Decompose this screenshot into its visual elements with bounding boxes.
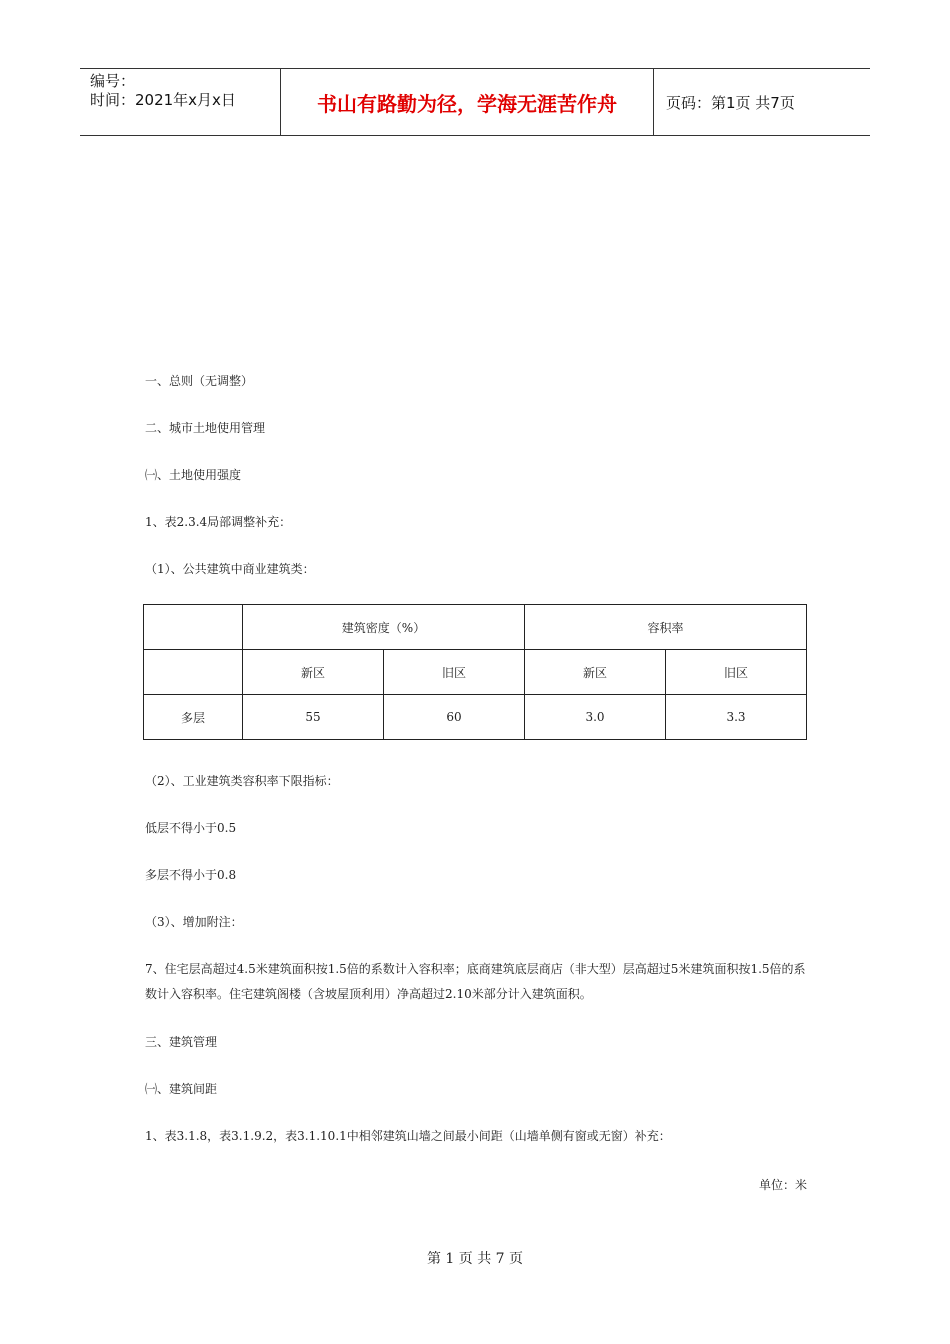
table-cell: 55 bbox=[243, 695, 384, 740]
subsection-land-intensity: ㈠、土地使用强度 bbox=[145, 468, 242, 482]
table-header-far: 容积率 bbox=[525, 605, 807, 650]
table-sub-header-new-district: 新区 bbox=[243, 650, 384, 695]
section-general: 一、总则（无调整） bbox=[145, 374, 254, 388]
item-gable-spacing: 1、表3.1.8，表3.1.9.2，表3.1.10.1中相邻建筑山墙之间最小间距（山墙单侧有窗或无窗）补充： bbox=[145, 1129, 671, 1143]
note-7-paragraph: 7、住宅层高超过4.5米建筑面积按1.5倍的系数计入容积率；底商建筑底层商店（非大型）层高超过5米建筑面积按1.5倍的系数计入容积率。住宅建筑阁楼（含坡屋顶利用）净高超过2.10米部分计入建筑面积。 bbox=[145, 962, 806, 1001]
page-header bbox=[80, 68, 870, 136]
table-group-header-row bbox=[144, 605, 807, 650]
table-sub-header-old-district: 旧区 bbox=[384, 650, 525, 695]
header-motto: 书山有路勤为径，学海无涯苦作舟 bbox=[281, 69, 654, 135]
item-table-adjustment: 1、表2.3.4局部调整补充： bbox=[145, 515, 292, 529]
unit-note: 单位：米 bbox=[758, 1178, 807, 1192]
section-building-management: 三、建筑管理 bbox=[145, 1035, 218, 1049]
table-sub-header-new-district: 新区 bbox=[525, 650, 666, 695]
header-meta bbox=[80, 69, 281, 135]
page-footer: 第 1 页 共 7 页 bbox=[426, 1251, 524, 1267]
section-land-use: 二、城市土地使用管理 bbox=[145, 421, 266, 435]
serial-number-label: 编号： bbox=[90, 72, 136, 90]
density-far-table bbox=[143, 604, 807, 740]
rule-multi-storey: 多层不得小于0.8 bbox=[145, 868, 237, 882]
table-cell-type: 多层 bbox=[144, 695, 243, 740]
table-sub-header-empty bbox=[144, 650, 243, 695]
item-commercial-buildings: （1）、公共建筑中商业建筑类： bbox=[145, 562, 315, 576]
item-add-notes: （3）、增加附注： bbox=[145, 915, 243, 929]
table-cell: 3.0 bbox=[525, 695, 666, 740]
header-page-number: 页码：第1页 共7页 bbox=[666, 93, 795, 112]
table-sub-header-row bbox=[144, 650, 807, 695]
table-corner-cell bbox=[144, 605, 243, 650]
rule-low-rise: 低层不得小于0.5 bbox=[145, 821, 237, 835]
item-industrial-far: （2）、工业建筑类容积率下限指标： bbox=[145, 774, 339, 788]
table-cell: 60 bbox=[384, 695, 525, 740]
date-label: 时间：2021年x月x日 bbox=[90, 91, 236, 109]
subsection-building-spacing: ㈠、建筑间距 bbox=[145, 1082, 218, 1096]
table-row bbox=[144, 695, 807, 740]
table-header-density: 建筑密度（%） bbox=[243, 605, 525, 650]
table-sub-header-old-district: 旧区 bbox=[666, 650, 807, 695]
table-cell: 3.3 bbox=[666, 695, 807, 740]
